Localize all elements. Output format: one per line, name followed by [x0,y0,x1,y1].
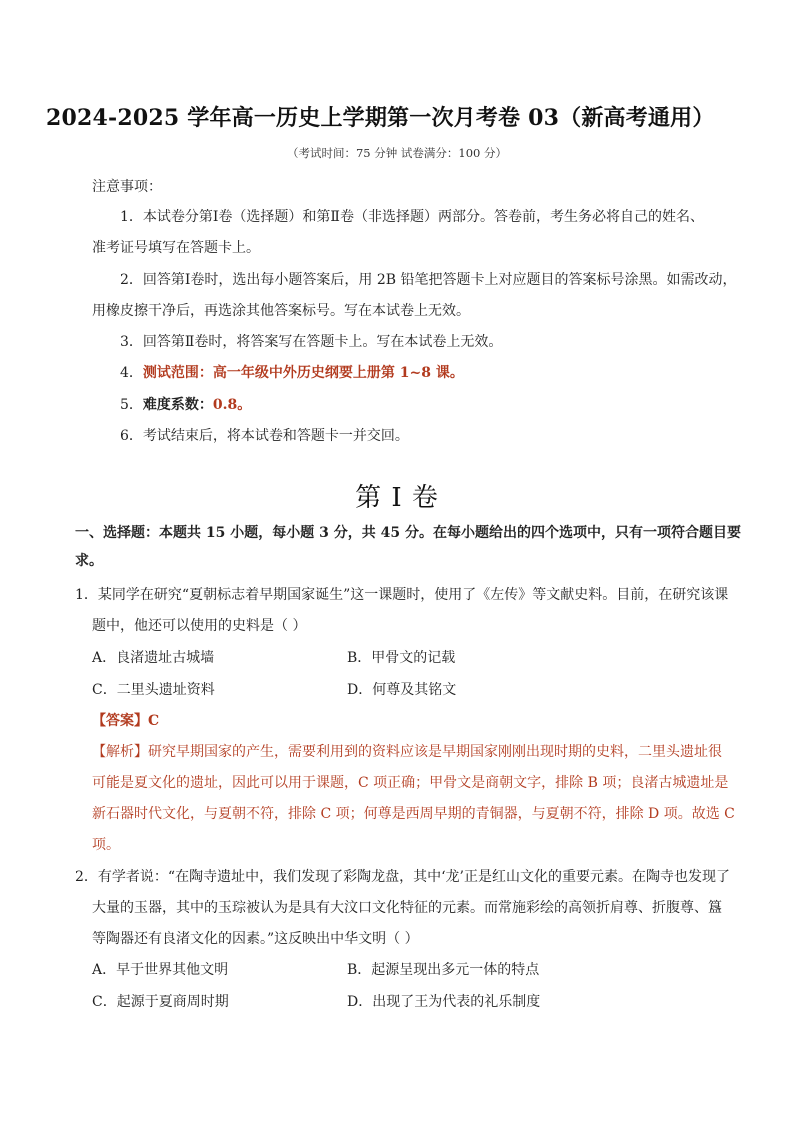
note-item-1-cont: 准考证号填写在答题卡上。 [92,240,260,256]
note-item-1: 1．本试卷分第Ⅰ卷（选择题）和第Ⅱ卷（非选择题）两部分。答卷前，考生务必将自己的姓名、 [120,209,704,225]
note-item-3: 3．回答第Ⅱ卷时，将答案写在答题卡上。写在本试卷上无效。 [120,334,503,350]
note-item-5-value: 0.8。 [212,397,252,413]
note-item-4-label: 测试范围： [142,365,213,381]
note-item-5-label: 难度系数： [142,397,213,413]
exam-subtitle: （考试时间：75 分钟 试卷满分：100 分） [286,146,508,160]
question-1-stem-cont: 题中，他还可以使用的史料是（ ） [92,618,307,634]
note-item-5-prefix: 5． [120,397,143,413]
question-1-option-c: C．二里头遗址资料 [92,682,215,698]
question-2-option-a: A．早于世界其他文明 [92,962,229,978]
note-item-4-value: 高一年级中外历史纲要上册第 1~8 课。 [212,365,464,381]
note-item-4-prefix: 4． [120,365,143,381]
question-1-option-d: D．何尊及其铭文 [347,682,457,698]
question-1-analysis: 【解析】研究早期国家的产生，需要利用到的资料应该是早期国家刚刚出现时期的史料，二里头遗址很 [92,744,722,760]
section-intro-cont: 求。 [75,553,103,569]
exam-title: 2024-2025 学年高一历史上学期第一次月考卷 03（新高考通用） [46,105,715,131]
question-1-analysis-2: 可能是夏文化的遗址，因此可以用于课题，C 项正确；甲骨文是商朝文字，排除 B 项；良渚古城遗址是 [92,775,729,791]
note-item-5 [120,394,251,414]
note-item-6: 6．考试结束后，将本试卷和答题卡一并交回。 [120,428,409,444]
section-title: 第 I 卷 [355,483,439,513]
question-1-option-b: B．甲骨文的记载 [347,650,456,666]
section-intro: 一、选择题：本题共 15 小题，每小题 3 分，共 45 分。在每小题给出的四个选项中，只有一项符合题目要 [75,525,741,541]
question-2-option-c: C．起源于夏商周时期 [92,994,229,1010]
question-1-answer: 【答案】C [92,713,160,729]
note-item-2-cont: 用橡皮擦干净后，再选涂其他答案标号。写在本试卷上无效。 [92,303,470,319]
question-1-analysis-4: 项。 [92,837,120,853]
question-2-option-b: B．起源呈现出多元一体的特点 [347,962,540,978]
question-1-option-a: A．良渚遗址古城墙 [92,650,215,666]
question-2-option-d: D．出现了王为代表的礼乐制度 [347,994,541,1010]
question-2-stem: 2．有学者说：“在陶寺遗址中，我们发现了彩陶龙盘，其中‘龙’正是红山文化的重要元素。在陶寺也发现了 [75,869,730,885]
note-item-2: 2．回答第Ⅰ卷时，选出每小题答案后，用 2B 铅笔把答题卡上对应题目的答案标号涂黑。如需改动， [120,272,737,288]
question-1-stem: 1．某同学在研究“夏朝标志着早期国家诞生”这一课题时，使用了《左传》等文献史料。目前，在研究该课 [75,587,729,603]
note-item-4 [120,362,464,382]
question-2-stem-cont-2: 等陶器还有良渚文化的因素。”这反映出中华文明（ ） [92,931,419,947]
question-1-analysis-3: 新石器时代文化，与夏朝不符，排除 C 项；何尊是西周早期的青铜器，与夏朝不符，排除 D 项。故选 C [92,806,735,822]
question-2-stem-cont: 大量的玉器，其中的玉琮被认为是具有大汶口文化特征的元素。而常施彩绘的高领折肩尊、折腹尊、簋 [92,900,722,916]
notes-heading: 注意事项： [92,179,162,195]
